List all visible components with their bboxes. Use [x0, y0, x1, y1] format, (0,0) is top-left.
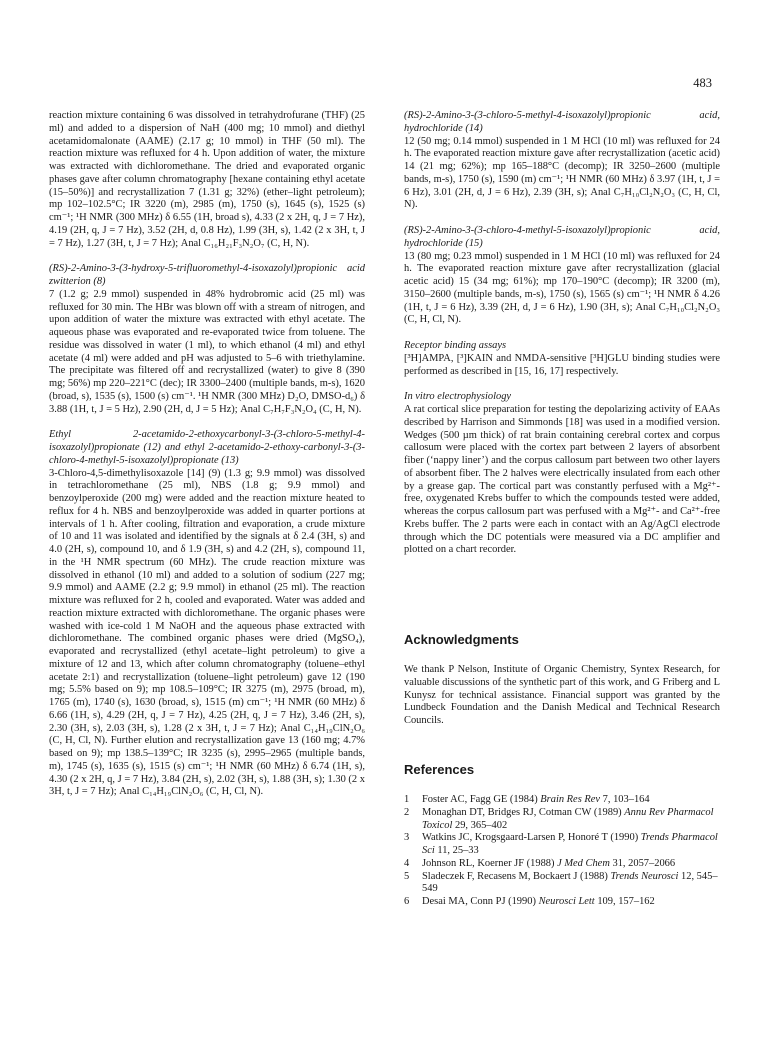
- references-section: [404, 762, 720, 909]
- reference-volume-pages: 12, 545–549: [422, 870, 718, 895]
- reference-authors: Sladeczek F, Recasens M, Bockaert J (1988): [422, 870, 608, 882]
- section-text-compounds-12-13: 3-Chloro-4,5-dimethylisoxazole [14] (9) (1.3 g; 9.9 mmol) was dissolved in tetrachloromethane (25 ml), NBS (1.8 g; 9.9 mmol) and benzoylperoxide (200 mg) were added and the reaction mixture heated to reflux for 4 h. NBS and benzoylperoxide was added in quarter portions at intervals of 1 h. After cooling, filtration and evaporation, a crude mixture of 10 and 11 was isolated and identified by the signals at δ 2.4 (3H, s) and 4.0 (2H, s), compound 10, and δ 1.9 (3H, s) and 4.2 (2H, s), compound 11, in the ¹H NMR spectrum (60 MHz). The crude reaction mixture was dissolved in ethanol (10 ml) and added to a solution of sodium (227 mg; 9.9 mmol) and AAME (2.2 g; 9.9 mmol) in ethanol (25 ml). The reaction mixture was refluxed for 2 h, cooled and evaporated. Water was added and reaction mixture extracted with dichloromethane. The organic phases were washed with ice-cold 1 M NaOH and the aqueous phase extracted with dichloromethane. The combined organic phases were dried (MgSO₄), evaporated and recrystallized (ethyl acetate–light petroleum) to give a mixture of 12 and 13, which after column chromatography (toluene–ethyl acetate 2:1) and recrystallization (toluene–light petroleum) gave 12 (190 mg; 5.5% based on 9); mp 108.5–109°C; IR 3275 (m), 2975 (broad, m), 1765 (m), 1740 (s), 1630 (broad, s), 1515 (m) cm⁻¹; ¹H NMR (60 MHz) δ 6.66 (1H, s), 4.29 (2H, q, J = 7 Hz), 4.25 (2H, q, J = 7 Hz), 3.46 (2H, s), 2.30 (3H, s), 2.03 (3H, s), 1.28 (2 x 3H, t, J = 7 Hz); Anal C₁₄H₁₉ClN₂O₆ (C, H, Cl, N). Further elution and recrystallization gave 13 (160 mg; 4.7% based on 9); mp 138.5–139°C; IR 3235 (s), 2995–2965 (multiple bands, m), 1745 (s), 1635 (s), 1515 (s) cm⁻¹; ¹H NMR (60 MHz) δ 6.74 (1H, s), 4.30 (2 x 2H, q, J = 7 Hz), 3.84 (2H, s), 2.02 (3H, s), 1.88 (3H, s); 1.30 (2 x 3H, t, J = 7 Hz); Anal C₁₄H₁₉ClN₂O₆ (C, H, Cl, N).: [49, 467, 365, 798]
- reference-authors: Desai MA, Conn PJ (1990): [422, 896, 536, 907]
- reference-journal: Neurosci Lett: [538, 896, 595, 907]
- section-text-receptor-binding: [³H]AMPA, [³]KAIN and NMDA-sensitive [³H]GLU binding studies were performed as described in [15, 16, 17] respectively.: [404, 352, 720, 377]
- reference-number: 6: [404, 896, 410, 907]
- acknowledgments-section: [404, 632, 720, 728]
- continued-paragraph: reaction mixture containing 6 was dissolved in tetrahydrofurane (THF) (25 ml) and added to a dispersion of NaH (400 mg; 10 mmol) and diethyl acetamidomalonate (AAME) (2.17 g; 10 mmol) in THF (50 ml). The reaction mixture was refluxed for 4 h. Upon addition of water, the mixture was extracted with dichloromethane. The dried and evaporated organic phases gave after column chromatography [hexane containing ethyl acetate (15–50%)] and recrystallization 7 (1.31 g; 32%) (ether–light petroleum); mp 102–102.5°C; IR 3220 (m), 2985 (m), 1750 (s), 1645 (s), 1525 (s) cm⁻¹; ¹H NMR (300 MHz) δ 6.55 (1H, broad s), 4.33 (2 x 2H, q, J = 7 Hz), 4.19 (2H, q, J = 7 Hz), 3.52 (2H, d, 0.8 Hz), 1.99 (3H, s), 1.42 (2 x 3H, t, J = 7 Hz), 1.27 (3H, t, J = 7 Hz); Anal C₁₆H₂₁F₃N₂O₇ (C, H, N).: [49, 110, 365, 249]
- section-text-compound-15: 13 (80 mg; 0.23 mmol) suspended in 1 M HCl (10 ml) was refluxed for 24 h. The evaporated reaction mixture gave after recrystallization (glacial acetic acid) 15 (34 mg; 61%); mp 170–190°C (decomp); IR 3200 (m), 3150–2600 (multiple bands, m-s), 1750 (s), 1565 (s) cm⁻¹; ¹H NMR δ 4.26 (1H, t, J = 6 Hz), 3.39 (2H, d, J = 6 Hz), 1.90 (3H, s); Anal C₇H₁₀Cl₂N₂O₃ (C, H, Cl, N).: [404, 250, 720, 326]
- section-title-compound-14: (RS)-2-Amino-3-(3-chloro-5-methyl-4-isoxazolyl)propionic acid, hydrochloride (14): [404, 110, 720, 134]
- reference-authors: Foster AC, Fagg GE (1984): [422, 794, 538, 805]
- section-text-electrophysiology: A rat cortical slice preparation for testing the depolarizing activity of EAAs described by Harrison and Simmonds [18] was used in a modified version. Wedges (500 µm thick) of rat brain containing cerebral cortex and corpus callosum were placed with the cortex part between 2 layers of absorbent fiber (‘nappy liner’) and the corpus callosum part between two other layers of absorbent fiber. The 2 halves were electrically insulated from each other by a grease gap. The cortical part was constantly perfused with a Mg²⁺-free, oxygenated Krebs buffer to which the compounds tested were added, whereas the corpus callosum part was perfused with a Mg²⁺- and Ca²⁺-free Krebs buffer. The 2 parts were each in contact with an Ag/AgCl electrode through which the DC potentials were measured via a DC amplifier and plotted on a chart recorder.: [404, 404, 720, 556]
- references-heading: References: [404, 762, 475, 777]
- section-text-compound-14: 12 (50 mg; 0.14 mmol) suspended in 1 M HCl (10 ml) was refluxed for 24 h. The evaporated reaction mixture gave after recrystallization (acetic acid) 14 (21 mg; 62%); mp 165–188°C (decomp); IR 3250–2600 (multiple bands, m-s), 1750 (s), 1590 (m) cm⁻¹; ¹H NMR (60 MHz) δ 3.97 (1H, t, J = 6 Hz), 3.01 (2H, d, J = 6 Hz), 2.39 (3H, s); Anal C₇H₁₀Cl₂N₂O₃ (C, H, Cl, N).: [404, 135, 720, 211]
- reference-item: [404, 896, 720, 909]
- reference-item: [404, 871, 720, 897]
- reference-journal: Annu Rev Pharmacol Toxicol: [422, 806, 714, 831]
- reference-volume-pages: 29, 365–402: [454, 819, 508, 831]
- reference-authors: Monaghan DT, Bridges RJ, Cotman CW (1989): [422, 806, 622, 818]
- acknowledgments-text: We thank P Nelson, Institute of Organic Chemistry, Syntex Research, for valuable discussions of the synthetic part of this work, and G Friberg and L Kunysz for technical assistance. Financial support was granted by the Lundbeck Foundation and the Danish Medical and Technical Research Councils.: [404, 664, 720, 726]
- page-number: 483: [693, 76, 712, 90]
- reference-volume-pages: 7, 103–164: [602, 794, 650, 805]
- section-title-compounds-12-13: Ethyl 2-acetamido-2-ethoxycarbonyl-3-(3-chloro-5-methyl-4-isoxazolyl)propionate (12) and ethyl 2-acetamido-2-ethoxy-carbonyl-3-(3-chloro-4-methyl-5-isoxazolyl)propionate (13): [49, 429, 365, 466]
- references-list: [404, 794, 720, 909]
- reference-number: 2: [404, 806, 410, 818]
- reference-number: 4: [404, 857, 410, 869]
- reference-number: 3: [404, 832, 410, 844]
- reference-journal: J Med Chem: [557, 857, 610, 869]
- reference-number: 1: [404, 794, 410, 805]
- reference-volume-pages: 11, 25–33: [437, 845, 479, 856]
- reference-item: [404, 794, 720, 807]
- reference-volume-pages: 109, 157–162: [597, 896, 655, 907]
- section-title-compound-15: (RS)-2-Amino-3-(3-chloro-4-methyl-5-isoxazolyl)propionic acid, hydrochloride (15): [404, 225, 720, 249]
- section-title-receptor-binding: Receptor binding assays: [404, 340, 507, 351]
- reference-number: 5: [404, 870, 410, 882]
- section-title-compound-8: (RS)-2-Amino-3-(3-hydroxy-5-trifluoromethyl-4-isoxazolyl)propionic acid zwitterion (8): [49, 263, 365, 287]
- reference-journal: Trends Pharmacol Sci: [422, 832, 718, 856]
- reference-journal: Trends Neurosci: [610, 870, 679, 882]
- right-column: [404, 110, 720, 557]
- reference-authors: Johnson RL, Koerner JF (1988): [422, 857, 555, 869]
- reference-item: [404, 858, 720, 871]
- reference-item: [404, 832, 720, 858]
- reference-item: [404, 807, 720, 833]
- reference-volume-pages: 31, 2057–2066: [612, 857, 676, 869]
- section-text-compound-8: 7 (1.2 g; 2.9 mmol) suspended in 48% hydrobromic acid (25 ml) was refluxed for 30 min. The HBr was blown off with a stream of nitrogen, and upon addition of water the mixture was extracted with ethyl acetate. The aqueous phase was evaporated and re-evaporated twice from toluene. The residue was dissolved in water (1 ml), to which ethanol (4 ml) and ethyl acetate (4 ml) were added and pH was adjusted to 5–6 with triethylamine. The precipitate was filtered off and recrystallized (water) to give 8 (390 mg; 56%) mp 220–221°C (dec); IR 3300–2400 (multiple bands, m-s), 1620 (broad, s), 1535 (s), 1500 (s) cm⁻¹. ¹H NMR (300 MHz) D₂O, DMSO-d₆) δ 3.88 (1H, t, J = 5 Hz), 2.90 (2H, d, J = 5 Hz); Anal C₇H₇F₃N₂O₄ (C, H, N).: [49, 288, 365, 415]
- section-title-electrophysiology: In vitro electrophysiology: [404, 391, 512, 403]
- left-column: [49, 110, 365, 799]
- reference-authors: Watkins JC, Krogsgaard-Larsen P, Honoré T (1990): [422, 832, 639, 844]
- reference-journal: Brain Res Rev: [540, 794, 601, 805]
- acknowledgments-heading: Acknowledgments: [404, 632, 519, 647]
